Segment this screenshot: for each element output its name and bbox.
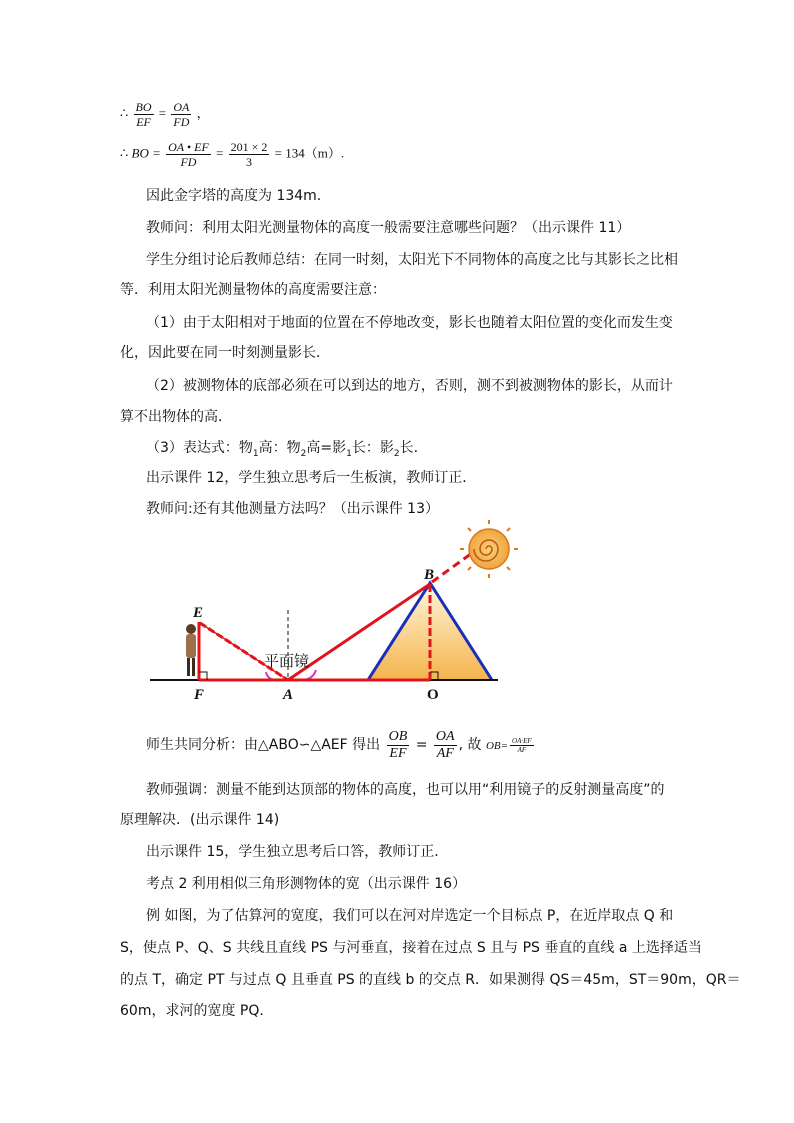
expr-part: 高=影 bbox=[306, 440, 347, 456]
gu-label: 故 bbox=[467, 737, 482, 753]
denominator: EF bbox=[389, 745, 407, 761]
result: = 134（m）. bbox=[274, 145, 345, 161]
example-line3: 的点 T，确定 PT 与过点 Q 且垂直 PS 的直线 b 的交点 R．如果测得 QS＝45m，ST＝90m，QR＝ bbox=[120, 972, 741, 988]
person-figure bbox=[186, 624, 196, 676]
sun-ray bbox=[432, 553, 472, 582]
sun-icon bbox=[460, 520, 518, 578]
bo-label: BO = bbox=[131, 145, 161, 161]
paragraph-analysis bbox=[146, 728, 536, 763]
numerator: BO bbox=[135, 100, 152, 114]
fraction-oa-ef-fd bbox=[166, 140, 211, 169]
mirror-measurement-figure bbox=[150, 520, 530, 705]
denominator: 3 bbox=[246, 155, 253, 169]
paragraph-courseware-15: 出示课件 15，学生独立思考后口答，教师订正． bbox=[146, 844, 449, 860]
mirror-label: 平面镜 bbox=[264, 652, 310, 670]
example-line4: 60m，求河的宽度 PQ. bbox=[120, 1003, 264, 1019]
numerator: 201 × 2 bbox=[230, 140, 268, 154]
fraction-ob-ef bbox=[387, 729, 410, 762]
fraction-oa-af bbox=[434, 729, 457, 762]
label-f: F bbox=[194, 687, 205, 703]
paragraph-height: 因此金字塔的高度为 134m. bbox=[146, 188, 322, 204]
note-1-line1: （1）由于太阳相对于地面的位置在不停地改变，影长也随着太阳位置的变化而发生变 bbox=[146, 315, 673, 331]
example-line2: S，使点 P、Q、S 共线且直线 PS 与河垂直，接着在过点 S 且与 PS 垂直的直线 a 上选择适当 bbox=[120, 940, 702, 956]
paragraph-summary-line1: 学生分组讨论后教师总结：在同一时刻，太阳光下不同物体的高度之比与其影长之比相 bbox=[146, 252, 678, 268]
formula-ratio bbox=[120, 100, 210, 129]
subscript: 2 bbox=[393, 448, 400, 459]
numerator: OA • EF bbox=[168, 140, 209, 154]
comma: ， bbox=[196, 105, 210, 121]
label-o: O bbox=[427, 687, 439, 703]
denominator: AF bbox=[436, 745, 454, 761]
numerator: OB bbox=[388, 728, 408, 744]
fraction-oa-fd bbox=[171, 100, 191, 129]
equals-sign: = bbox=[158, 105, 167, 121]
denominator: AF bbox=[517, 745, 527, 754]
label-e: E bbox=[193, 605, 204, 621]
fraction-201x2-3 bbox=[229, 140, 270, 169]
paragraph-question-13: 教师问:还有其他测量方法吗？（出示课件 13） bbox=[146, 501, 439, 517]
paragraph-question-11: 教师问：利用太阳光测量物体的高度一般需要注意哪些问题？（出示课件 11） bbox=[146, 220, 631, 236]
denominator: EF bbox=[136, 115, 151, 129]
subscript: 1 bbox=[252, 448, 259, 459]
numerator: OA bbox=[435, 728, 455, 744]
expr-part: 长. bbox=[399, 440, 419, 456]
note-2-line2: 算不出物体的高． bbox=[120, 409, 232, 425]
fraction-oa-ef-af bbox=[510, 737, 534, 754]
note-3-expression bbox=[146, 438, 418, 464]
paragraph-stress-line2: 原理解决．(出示课件 14) bbox=[120, 812, 280, 828]
comma: , bbox=[458, 737, 464, 753]
label-b: B bbox=[424, 567, 435, 583]
paragraph-summary-line2: 等．利用太阳光测量物体的高度需要注意： bbox=[120, 282, 386, 298]
equals-sign: = bbox=[216, 145, 224, 161]
numerator: OA·EF bbox=[512, 736, 532, 745]
heading-kaodian-2: 考点 2 利用相似三角形测物体的宽（出示课件 16） bbox=[146, 876, 467, 892]
paragraph-courseware-12: 出示课件 12，学生独立思考后一生板演，教师订正． bbox=[146, 470, 477, 486]
formula-bo-calc bbox=[120, 140, 344, 169]
label-a: A bbox=[283, 687, 294, 703]
denominator: FD bbox=[173, 115, 190, 129]
therefore-symbol: ∴ bbox=[120, 145, 129, 161]
fraction-bo-ef bbox=[134, 100, 154, 129]
expr-part: 高：物 bbox=[258, 440, 301, 456]
subscript: 1 bbox=[346, 448, 352, 459]
equals-sign: = bbox=[415, 737, 428, 753]
denominator: FD bbox=[180, 155, 197, 169]
therefore-symbol: ∴ bbox=[120, 105, 129, 121]
ob-label: OB= bbox=[485, 740, 509, 752]
paragraph-stress-line1: 教师强调：测量不能到达顶部的物体的高度，也可以用“利用镜子的反射测量高度”的 bbox=[146, 782, 665, 798]
subscript: 2 bbox=[300, 448, 307, 459]
analysis-text: 师生共同分析：由△ABO∽△AEF 得出 bbox=[146, 737, 381, 753]
expr-part: （3）表达式：物 bbox=[146, 440, 253, 456]
note-2-line1: （2）被测物体的底部必须在可以到达的地方，否则，测不到被测物体的影长，从而计 bbox=[146, 378, 673, 394]
note-1-line2: 化，因此要在同一时刻测量影长． bbox=[120, 345, 330, 361]
example-line1: 例 如图，为了估算河的宽度，我们可以在河对岸选定一个目标点 P，在近岸取点 Q 和 bbox=[146, 908, 674, 924]
expr-part: 长：影 bbox=[351, 440, 394, 456]
numerator: OA bbox=[173, 100, 190, 114]
